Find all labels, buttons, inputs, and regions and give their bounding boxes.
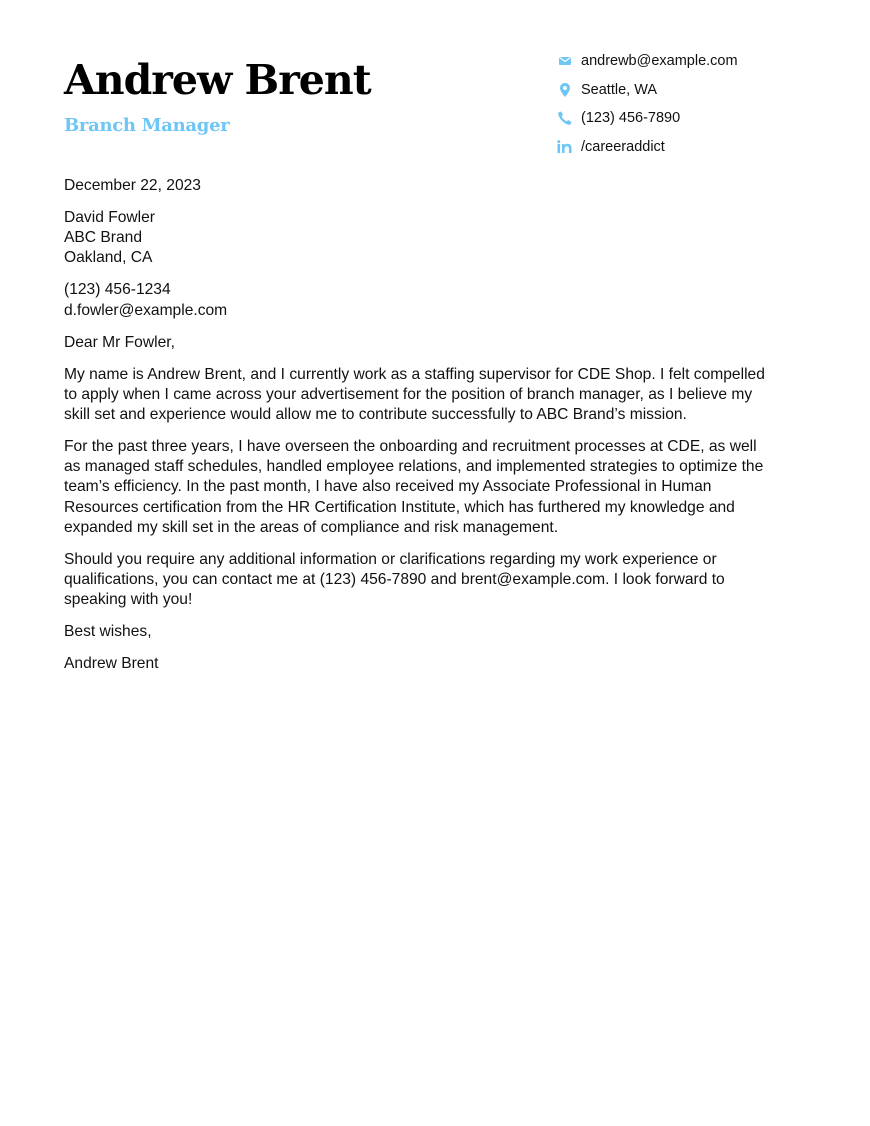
phone-icon (556, 110, 573, 127)
recipient-city: Oakland, CA (64, 249, 153, 267)
recipient-company: ABC Brand (64, 229, 143, 247)
applicant-role: Branch Manager (64, 115, 230, 136)
recipient-contact (64, 280, 774, 320)
linkedin-icon (556, 138, 573, 155)
contact-email-row (556, 47, 856, 76)
contact-linkedin[interactable]: /careeraddict (581, 138, 665, 155)
recipient-address (64, 208, 774, 269)
paragraph-intro: My name is Andrew Brent, and I currently work as a staffing supervisor for CDE Shop. I felt compelled to apply when I came across your advertisement for the position of branch manager, as I believe my skill set and experience would allow me to contribute successfully to ABC Brand’s mission. (64, 365, 765, 424)
contact-info (556, 47, 856, 161)
contact-linkedin-row (556, 133, 856, 162)
recipient-phone: (123) 456-1234 (64, 281, 171, 299)
applicant-name: Andrew Brent (64, 56, 371, 104)
contact-phone[interactable]: (123) 456-7890 (581, 110, 681, 127)
contact-email[interactable]: andrewb@example.com (581, 53, 738, 70)
envelope-icon (556, 53, 573, 70)
letter-date: December 22, 2023 (64, 177, 201, 194)
contact-location: Seattle, WA (581, 81, 658, 98)
contact-phone-row (556, 104, 856, 133)
closing-phrase: Best wishes, (64, 623, 152, 641)
paragraph-closing: Should you require any additional information or clarifications regarding my work experience or qualifications, you can contact me at (123) 456-7890 and brent@example.com. I look forward to speaking with you! (64, 550, 725, 609)
letter-body (64, 176, 774, 686)
paragraph-experience: For the past three years, I have overseen the onboarding and recruitment processes at CDE, as well as managed staff schedules, handled employee relations, and implemented strategies to optimize the team’s efficiency. In the past month, I have also received my Associate Professional in Human Resources certification from the HR Certification Institute, which has furthered my knowledge and expanded my skill set in the areas of compliance and risk management. (64, 438, 764, 536)
map-pin-icon (556, 81, 573, 98)
recipient-email: d.fowler@example.com (64, 301, 228, 319)
recipient-name: David Fowler (64, 209, 155, 226)
contact-location-row (556, 76, 856, 105)
salutation: Dear Mr Fowler, (64, 333, 175, 351)
signature: Andrew Brent (64, 655, 159, 673)
